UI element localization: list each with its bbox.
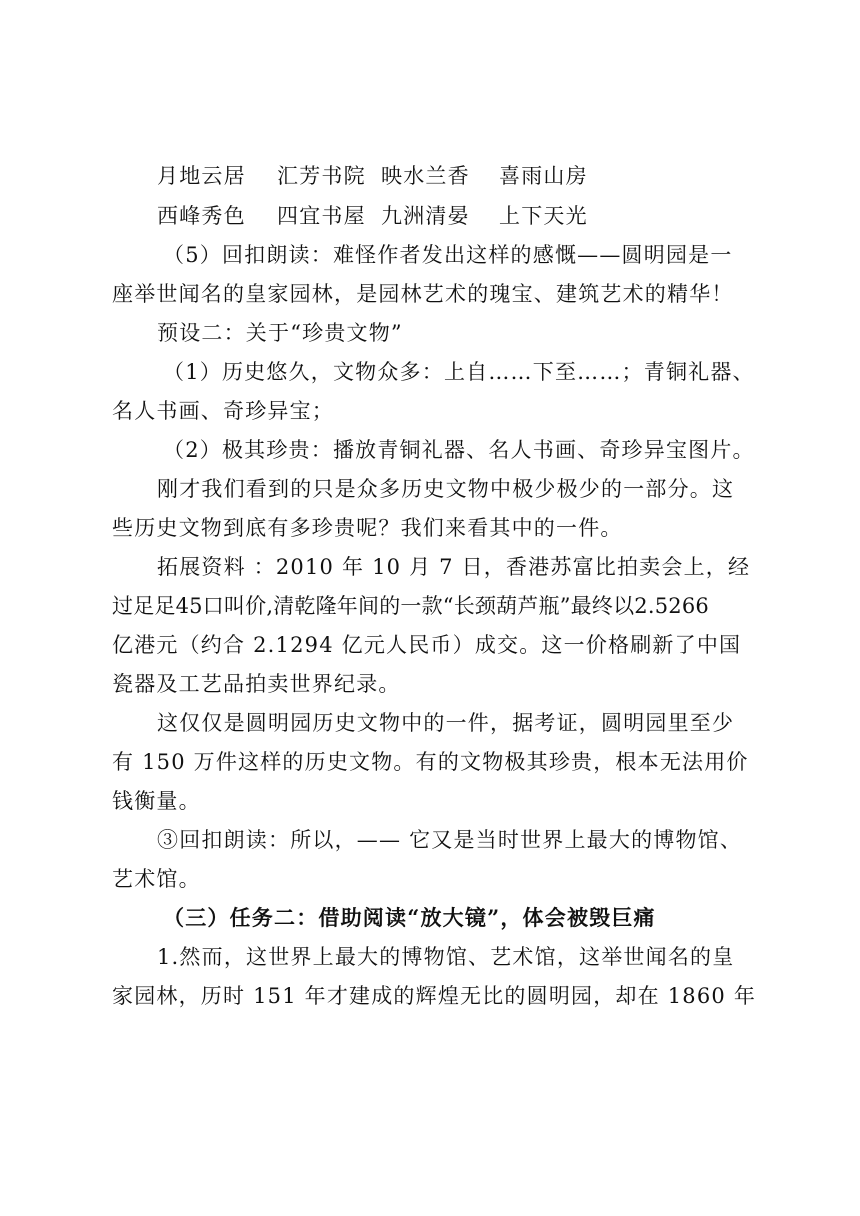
garden-name: 上下天光: [499, 204, 588, 228]
garden-names-row-2: [157, 204, 760, 228]
paragraph-line: （2）极其珍贵：播放青铜礼器、名人书画、奇珍异宝图片。: [163, 438, 755, 462]
garden-name: 汇芳书院: [277, 164, 366, 188]
garden-names-row-1: [157, 164, 760, 188]
paragraph-line: 有 150 万件这样的历史文物。有的文物极其珍贵，根本无法用价: [112, 750, 749, 774]
paragraph-line: 家园林，历时 151 年才建成的辉煌无比的圆明园，却在 1860 年: [112, 984, 757, 1008]
garden-name: 映水兰香: [381, 164, 470, 188]
paragraph-line: （1）历史悠久，文物众多：上自……下至……；青铜礼器、: [163, 360, 755, 384]
paragraph-line: 刚才我们看到的只是众多历史文物中极少极少的一部分。这: [157, 477, 735, 501]
paragraph-line: ③回扣朗读：所以，—— 它又是当时世界上最大的博物馆、: [157, 828, 743, 852]
paragraph-line: 瓷器及工艺品拍卖世界纪录。: [112, 672, 401, 696]
paragraph-line: 些历史文物到底有多珍贵呢？我们来看其中的一件。: [112, 516, 623, 540]
paragraph-line: 钱衡量。: [112, 789, 201, 813]
section-heading: 预设二：关于“珍贵文物”: [157, 321, 403, 345]
paragraph-line: 艺术馆。: [112, 867, 201, 891]
paragraph-line: 名人书画、奇珍异宝；: [112, 399, 334, 423]
garden-name: 四宜书屋: [277, 204, 366, 228]
paragraph-line: （5）回扣朗读：难怪作者发出这样的感慨——圆明园是一: [163, 243, 733, 267]
task-heading: （三）任务二：借助阅读“放大镜”，体会被毁巨痛: [163, 906, 656, 930]
garden-name: 月地云居: [157, 164, 246, 188]
paragraph-line: 座举世闻名的皇家园林，是园林艺术的瑰宝、建筑艺术的精华！: [112, 282, 734, 306]
paragraph-line: 亿港元（约合 2.1294 亿元人民币）成交。这一价格刷新了中国: [112, 633, 742, 657]
paragraph-line: 这仅仅是圆明园历史文物中的一件，据考证，圆明园里至少: [157, 711, 735, 735]
garden-name: 喜雨山房: [499, 164, 588, 188]
paragraph-line: 1.然而，这世界上最大的博物馆、艺术馆，这举世闻名的皇: [157, 945, 735, 969]
garden-name: 西峰秀色: [157, 204, 246, 228]
paragraph-line: 拓展资料 ：2010 年 10 月 7 日，香港苏富比拍卖会上，经: [157, 555, 751, 579]
paragraph-line: 过足足45口叫价,清乾隆年间的一款“长颈葫芦瓶”最终以2.5266: [112, 594, 709, 618]
garden-name: 九洲清晏: [381, 204, 470, 228]
